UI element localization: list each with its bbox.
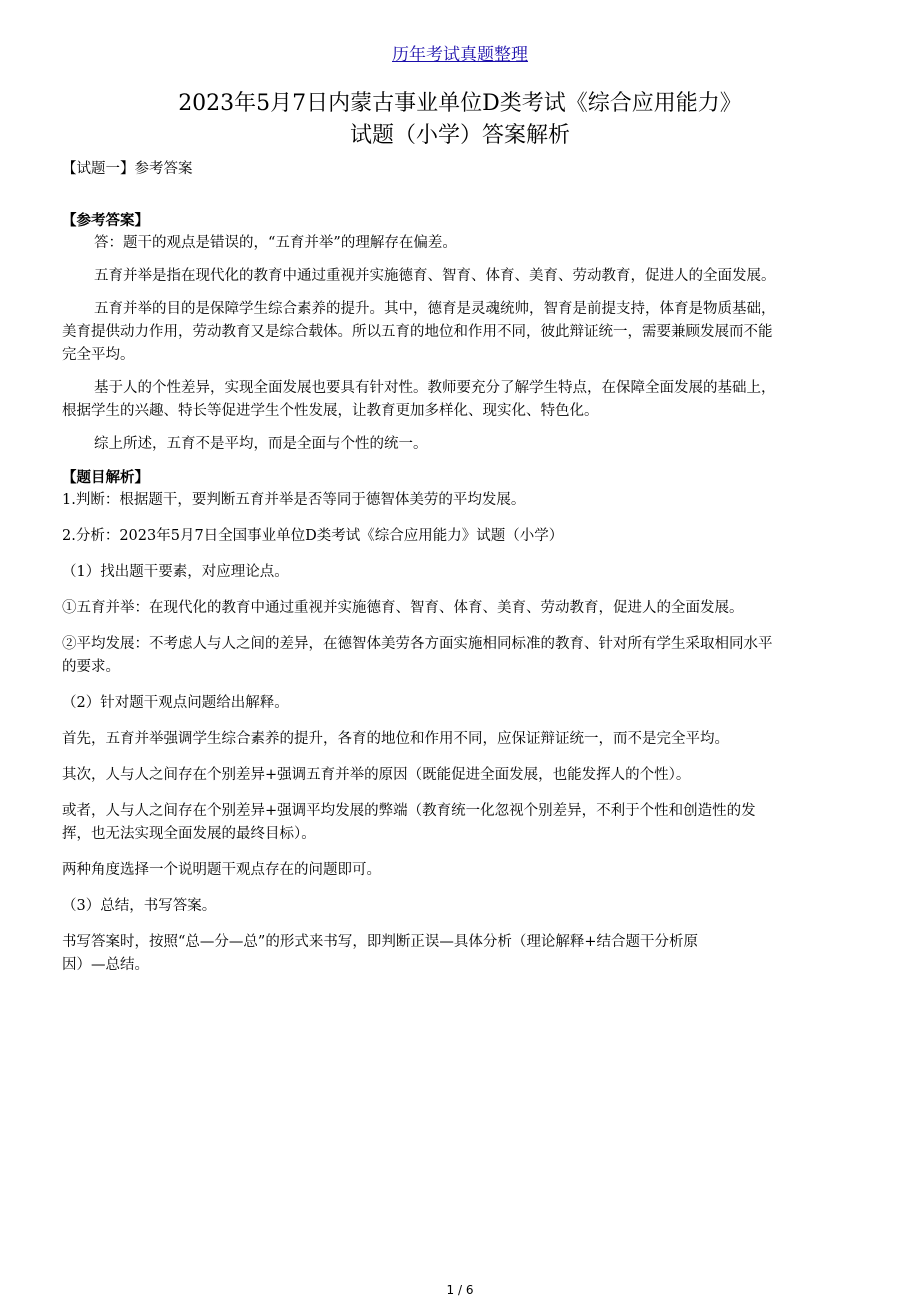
header-link[interactable]: 历年考试真题整理 [392,45,528,65]
paragraph-line: 的要求。 [62,659,120,675]
paragraph-line: 根据学生的兴趣、特长等促进学生个性发展，让教育更加多样化、现实化、特色化。 [62,403,599,419]
section-label: 【试题一】参考答案 [62,161,193,177]
analysis-paragraph [62,931,862,977]
answer-paragraph [62,377,862,423]
analysis-line: （3）总结，书写答案。 [62,898,217,914]
paragraph-line: 美育提供动力作用，劳动教育又是综合载体。所以五育的地位和作用不同，彼此辩证统一，需要兼顾发展而不能 [62,324,773,340]
analysis-heading: 【题目解析】 [62,469,149,486]
analysis-line: （1）找出题干要素，对应理论点。 [62,564,289,580]
analysis-paragraph [62,800,862,846]
answer-paragraph: 答：题干的观点是错误的，“五育并举”的理解存在偏差。 [94,235,457,251]
analysis-line: ①五育并举：在现代化的教育中通过重视并实施德育、智育、体育、美育、劳动教育，促进人的全面发展。 [62,600,744,616]
page-number: 1 / 6 [446,1283,474,1297]
paragraph-line: 基于人的个性差异，实现全面发展也要具有针对性。教师要充分了解学生特点，在保障全面发展的基础上， [94,380,776,396]
analysis-line: （2）针对题干观点问题给出解释。 [62,695,289,711]
analysis-line: 1.判断：根据题干，要判断五育并举是否等同于德智体美劳的平均发展。 [62,492,526,508]
paragraph-line: 完全平均。 [62,347,135,363]
analysis-paragraph [62,633,862,679]
answer-paragraph: 综上所述，五育不是平均，而是全面与个性的统一。 [94,436,428,452]
analysis-line: 2.分析：2023年5月7日全国事业单位D类考试《综合应用能力》试题（小学） [62,528,564,544]
page-title: 2023年5月7日内蒙古事业单位D类考试《综合应用能力》 [178,91,742,116]
paragraph-line: 因）—总结。 [62,957,149,973]
paragraph-line: 或者，人与人之间存在个别差异+强调平均发展的弊端（教育统一化忽视个别差异，不利于个性和创造性的发 [62,803,756,819]
analysis-line: 两种角度选择一个说明题干观点存在的问题即可。 [62,862,381,878]
paragraph-line: 五育并举的目的是保障学生综合素养的提升。其中，德育是灵魂统帅，智育是前提支持，体育是物质基础， [94,301,776,317]
analysis-line: 首先，五育并举强调学生综合素养的提升，各育的地位和作用不同，应保证辩证统一，而不是完全平均。 [62,731,729,747]
analysis-line: 其次，人与人之间存在个别差异+强调五育并举的原因（既能促进全面发展，也能发挥人的个性）。 [62,767,691,783]
answer-paragraph: 五育并举是指在现代化的教育中通过重视并实施德育、智育、体育、美育、劳动教育，促进人的全面发展。 [94,268,776,284]
document-body [62,158,862,977]
paragraph-line: 挥，也无法实现全面发展的最终目标）。 [62,826,316,842]
answer-heading: 【参考答案】 [62,212,149,229]
page-subtitle: 试题（小学）答案解析 [349,123,570,148]
answer-paragraph [62,298,862,367]
paragraph-line: 书写答案时，按照“总—分—总”的形式来书写，即判断正误—具体分析（理论解释+结合题干分析原 [62,934,698,950]
paragraph-line: ②平均发展：不考虑人与人之间的差异，在德智体美劳各方面实施相同标准的教育、针对所有学生采取相同水平 [62,636,773,652]
